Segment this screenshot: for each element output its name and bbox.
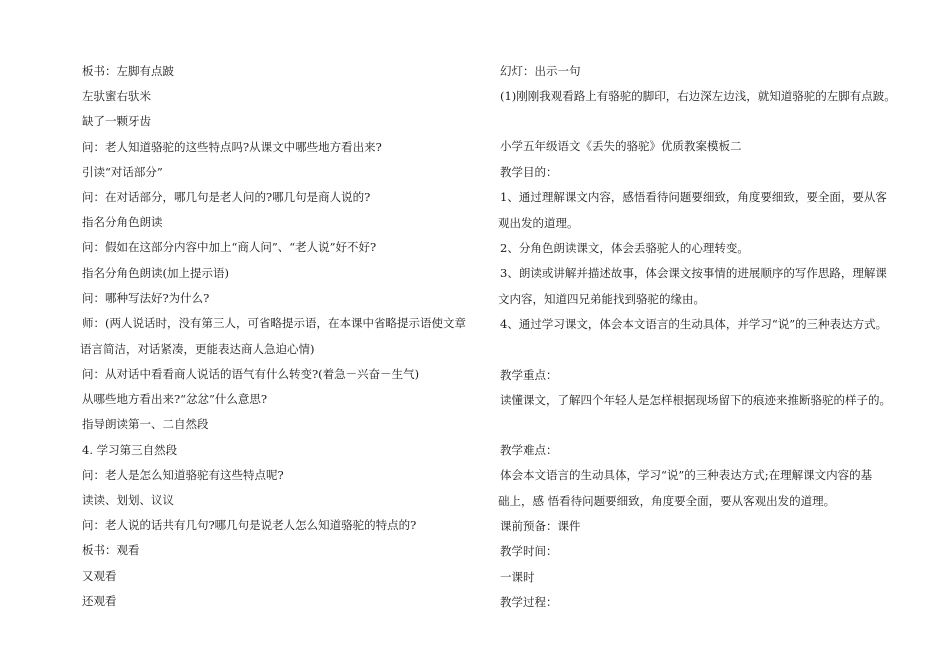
text-line: 读读、划划、议议 <box>82 493 174 507</box>
text-line: 师：(两人说话时，没有第三人，可省略提示语，在本课中省略提示语使文章 <box>82 315 466 330</box>
text-line: 板书：观看 <box>82 543 140 558</box>
text-line: 问：在对话部分，哪几句是老人问的?哪几句是商人说的? <box>82 189 371 204</box>
goal-item: 4、通过学习课文，体会本文语言的生动具体，并学习“说”的三种表达方式。 <box>500 317 888 332</box>
difficulty-heading: 教学难点： <box>500 442 558 457</box>
slide-text: (1)刚刚我观看路上有骆驼的脚印，右边深左边浅，就知道骆驼的左脚有点跛。 <box>500 89 896 104</box>
text-line: 指名分角色朗读 <box>82 215 163 230</box>
spacer <box>500 344 885 369</box>
text-line: 问：老人是怎么知道骆驼有这些特点呢? <box>82 467 284 482</box>
goal-item: 2、分角色朗读课文，体会丢骆驼人的心理转变。 <box>500 240 749 255</box>
text-line: 问：哪种写法好?为什么? <box>82 290 210 305</box>
section-heading: 4. 学习第三自然段 <box>82 442 178 457</box>
text-line: 还观看 <box>82 593 117 608</box>
text-line: 问：从对话中看看商人说话的语气有什么转变?(着急－兴奋－生气) <box>82 367 420 382</box>
time-heading: 教学时间： <box>500 544 558 559</box>
text-line: 指导朗读第一、二自然段 <box>82 417 209 432</box>
text-line: 缺了一颗牙齿 <box>82 114 151 129</box>
goal-item-cont: 文内容，知道四兄弟能找到骆驼的缘由。 <box>498 292 705 307</box>
goal-item: 3、朗读或讲解并描述故事，体会课文按事情的进展顺序的写作思路，理解课 <box>500 266 887 281</box>
left-column <box>82 65 467 620</box>
process-heading: 教学过程： <box>500 594 558 609</box>
prep-line: 课前预备：课件 <box>500 519 581 534</box>
key-heading: 教学重点： <box>500 367 558 382</box>
key-text: 读懂课文，了解四个年轻人是怎样根据现场留下的痕迹来推断骆驼的样子的。 <box>500 392 891 407</box>
spacer <box>500 419 885 444</box>
goal-item: 1、通过理解课文内容，感悟看待问题要细致，角度要细致，要全面，要从客 <box>500 189 887 204</box>
text-line: 指名分角色朗读(加上提示语) <box>82 265 229 280</box>
text-line: 又观看 <box>82 568 117 583</box>
text-line: 板书：左脚有点跛 <box>82 64 174 78</box>
goal-item-cont: 观出发的道理。 <box>498 215 579 230</box>
text-line: 左驮蜜右驮米 <box>82 89 151 104</box>
spacer <box>500 115 885 140</box>
goals-heading: 教学目的： <box>500 164 558 179</box>
text-line: 语言简洁，对话紧凑，更能表达商人急迫心情) <box>80 341 315 356</box>
text-line: 问：假如在这部分内容中加上“商人问”、“老人说”好不好? <box>82 240 377 255</box>
text-line: 引读“对话部分” <box>82 164 163 179</box>
right-column <box>498 64 896 621</box>
difficulty-text: 体会本文语言的生动具体，学习“说”的三种表达方式;在理解课文内容的基 <box>500 468 873 483</box>
text-line: 问：老人知道骆驼的这些特点吗?从课文中哪些地方看出来? <box>82 139 382 154</box>
template-title: 小学五年级语文《丢失的骆驼》优质教案模板二 <box>500 139 742 154</box>
slide-line: 幻灯：出示一句 <box>500 64 581 78</box>
text-line: 问：老人说的话共有几句?哪几句是说老人怎么知道骆驼的特点的? <box>82 518 417 533</box>
difficulty-text-cont: 础上，感 悟看待问题要细致，角度要全面，要从客观出发的道理。 <box>498 494 836 509</box>
text-line: 从哪些地方看出来?“忿忿”什么意思? <box>82 392 268 407</box>
time-value: 一课时 <box>500 569 535 584</box>
